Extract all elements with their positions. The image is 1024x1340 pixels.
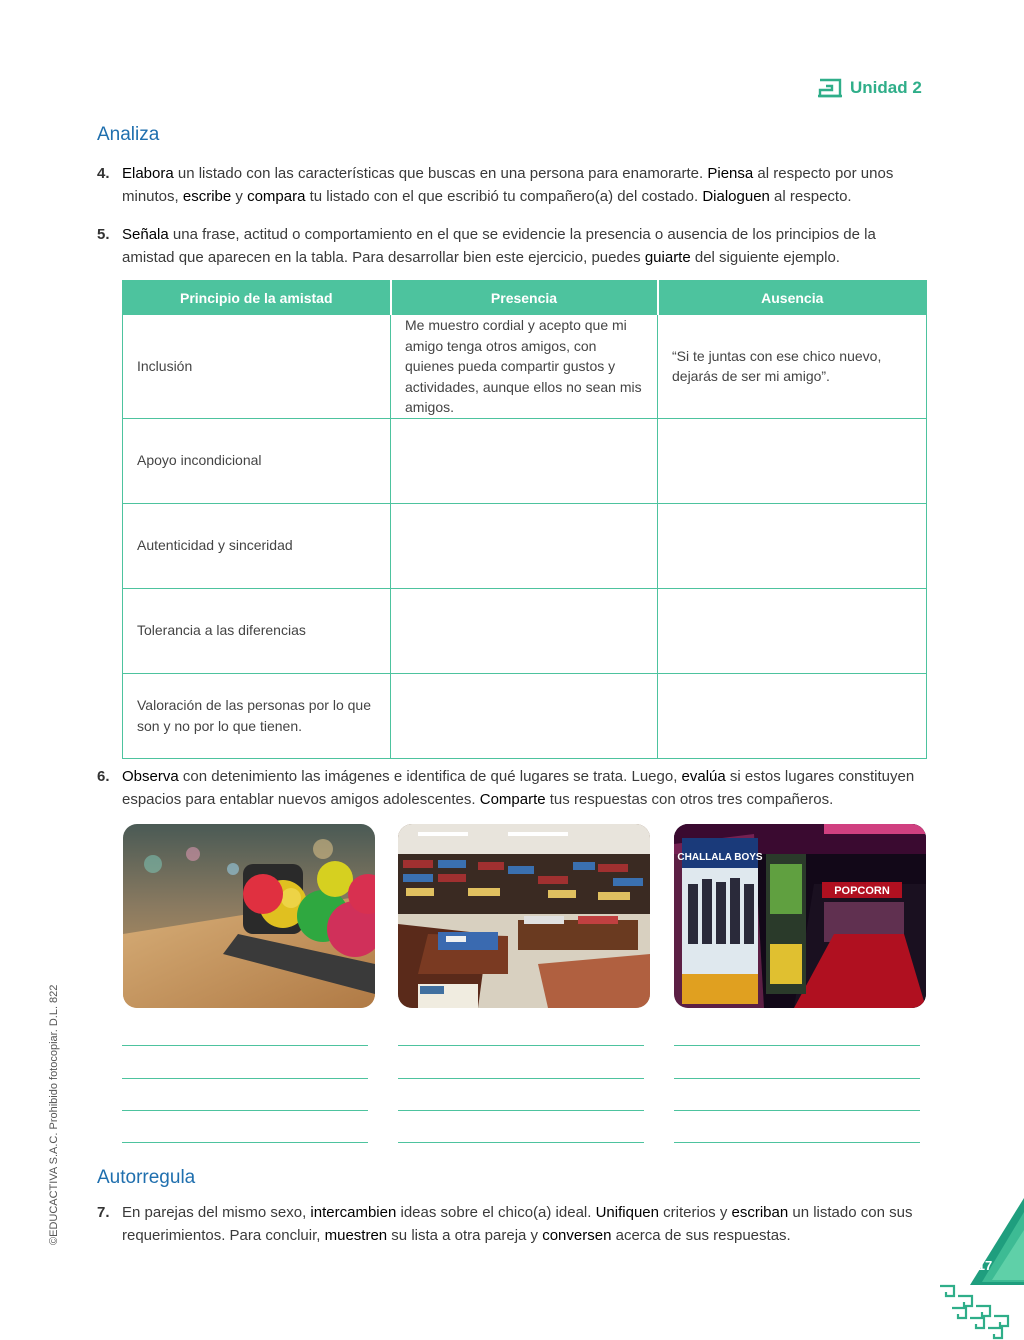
cell-absence-answer[interactable] bbox=[658, 503, 927, 588]
table-row bbox=[123, 418, 927, 503]
table-row bbox=[123, 673, 927, 758]
action-verb: guiarte bbox=[644, 248, 691, 266]
action-verb: escribe bbox=[182, 187, 232, 205]
popcorn-sign: POPCORN bbox=[834, 885, 890, 897]
action-verb: compara bbox=[247, 187, 306, 205]
answer-line[interactable] bbox=[398, 1078, 644, 1079]
question-number: 4. bbox=[97, 165, 110, 182]
cell-presence-answer[interactable] bbox=[391, 588, 658, 673]
question-text: Observa con detenimiento las imágenes e identifica de qué lugares se trata. Luego, evalúa si estos lugares constituyen espacios para entablar nuevos amigos adolescentes. Comparte tus respuestas con otros tres compañeros. bbox=[122, 768, 915, 808]
cell-absence: “Si te juntas con ese chico nuevo, dejarás de ser mi amigo”. bbox=[658, 315, 927, 419]
cell-principle: Autenticidad y sinceridad bbox=[123, 503, 391, 588]
answer-line[interactable] bbox=[122, 1142, 368, 1143]
question-4 bbox=[97, 163, 927, 208]
answer-line[interactable] bbox=[674, 1142, 920, 1143]
table-row bbox=[123, 588, 927, 673]
cell-principle: Valoración de las personas por lo que son y no por lo que tienen. bbox=[123, 673, 391, 758]
question-number: 6. bbox=[97, 768, 110, 785]
cell-absence-answer[interactable] bbox=[658, 418, 927, 503]
action-verb: intercambien bbox=[310, 1204, 397, 1221]
cell-absence-answer[interactable] bbox=[658, 673, 927, 758]
cell-presence-answer[interactable] bbox=[391, 418, 658, 503]
unit-header bbox=[818, 78, 922, 98]
action-verb: evalúa bbox=[681, 768, 726, 785]
header-principio: Principio de la amistad bbox=[123, 281, 391, 315]
answer-line[interactable] bbox=[122, 1045, 368, 1046]
answer-line[interactable] bbox=[398, 1045, 644, 1046]
question-text: En parejas del mismo sexo, intercambien ideas sobre el chico(a) ideal. Unifiquen criterios y escriban un listado con sus requerimientos. Para concluir, muestren su lista a otra pareja y conversen acerca de sus respuestas. bbox=[122, 1204, 913, 1244]
action-verb: Señala bbox=[122, 226, 169, 243]
answer-line[interactable] bbox=[122, 1110, 368, 1111]
question-number: 7. bbox=[97, 1204, 110, 1221]
action-verb: muestren bbox=[324, 1226, 388, 1244]
action-verb: Piensa bbox=[707, 165, 754, 182]
cell-presence-answer[interactable] bbox=[391, 673, 658, 758]
answer-line[interactable] bbox=[122, 1078, 368, 1079]
bookstore-photo bbox=[398, 824, 650, 1008]
table-row bbox=[123, 315, 927, 419]
answer-line[interactable] bbox=[674, 1110, 920, 1111]
question-number: 5. bbox=[97, 226, 110, 243]
section-title-autorregula: Autorregula bbox=[97, 1167, 196, 1188]
cell-principle: Inclusión bbox=[123, 315, 391, 419]
action-verb: escriban bbox=[731, 1204, 789, 1221]
page-number: 17 bbox=[977, 1258, 993, 1273]
table-row bbox=[123, 503, 927, 588]
bowling-alley-photo bbox=[123, 824, 375, 1008]
action-verb: Dialoguen bbox=[702, 187, 770, 205]
header-presencia: Presencia bbox=[391, 281, 658, 315]
friendship-principles-table bbox=[122, 280, 927, 759]
action-verb: Unifiquen bbox=[595, 1204, 659, 1221]
question-6 bbox=[97, 766, 927, 811]
cell-absence-answer[interactable] bbox=[658, 588, 927, 673]
poster-title: CHALLALA BOYS bbox=[677, 852, 763, 863]
section-title-analiza: Analiza bbox=[97, 124, 160, 145]
question-7 bbox=[97, 1202, 927, 1247]
answer-line[interactable] bbox=[398, 1110, 644, 1111]
answer-line[interactable] bbox=[674, 1045, 920, 1046]
cell-presence-answer[interactable] bbox=[391, 503, 658, 588]
table-header-row bbox=[123, 281, 927, 315]
action-verb: conversen bbox=[542, 1226, 612, 1244]
header-ausencia: Ausencia bbox=[658, 281, 927, 315]
cell-principle: Apoyo incondicional bbox=[123, 418, 391, 503]
unit-icon bbox=[818, 78, 842, 98]
action-verb: Observa bbox=[122, 768, 179, 785]
question-text: Elabora un listado con las características que buscas en una persona para enamorarte. Piensa al respecto por unos minutos, escribe y compara tu listado con el que escribió tu compañero(a) del costado. Dialoguen al respecto. bbox=[122, 165, 894, 205]
action-verb: Comparte bbox=[479, 790, 546, 808]
cell-presence: Me muestro cordial y acepto que mi amigo tenga otros amigos, con quienes pueda compartir gustos y actividades, aunque ellos no sean mis amigos. bbox=[391, 315, 658, 419]
question-5 bbox=[97, 224, 927, 269]
answer-line[interactable] bbox=[674, 1078, 920, 1079]
copyright-side-text: ©EDUCACTIVA S.A.C. Prohibido fotocopiar. D.L. 822 bbox=[48, 984, 60, 1245]
unit-label: Unidad 2 bbox=[850, 78, 922, 97]
question-text: Señala una frase, actitud o comportamiento en el que se evidencie la presencia o ausencia de los principios de la amistad que aparecen en la tabla. Para desarrollar bien este ejercicio, puedes guiarte del siguiente ejemplo. bbox=[122, 226, 876, 266]
action-verb: Elabora bbox=[122, 165, 174, 182]
cell-principle: Tolerancia a las diferencias bbox=[123, 588, 391, 673]
answer-line[interactable] bbox=[398, 1142, 644, 1143]
cinema-photo bbox=[674, 824, 926, 1008]
